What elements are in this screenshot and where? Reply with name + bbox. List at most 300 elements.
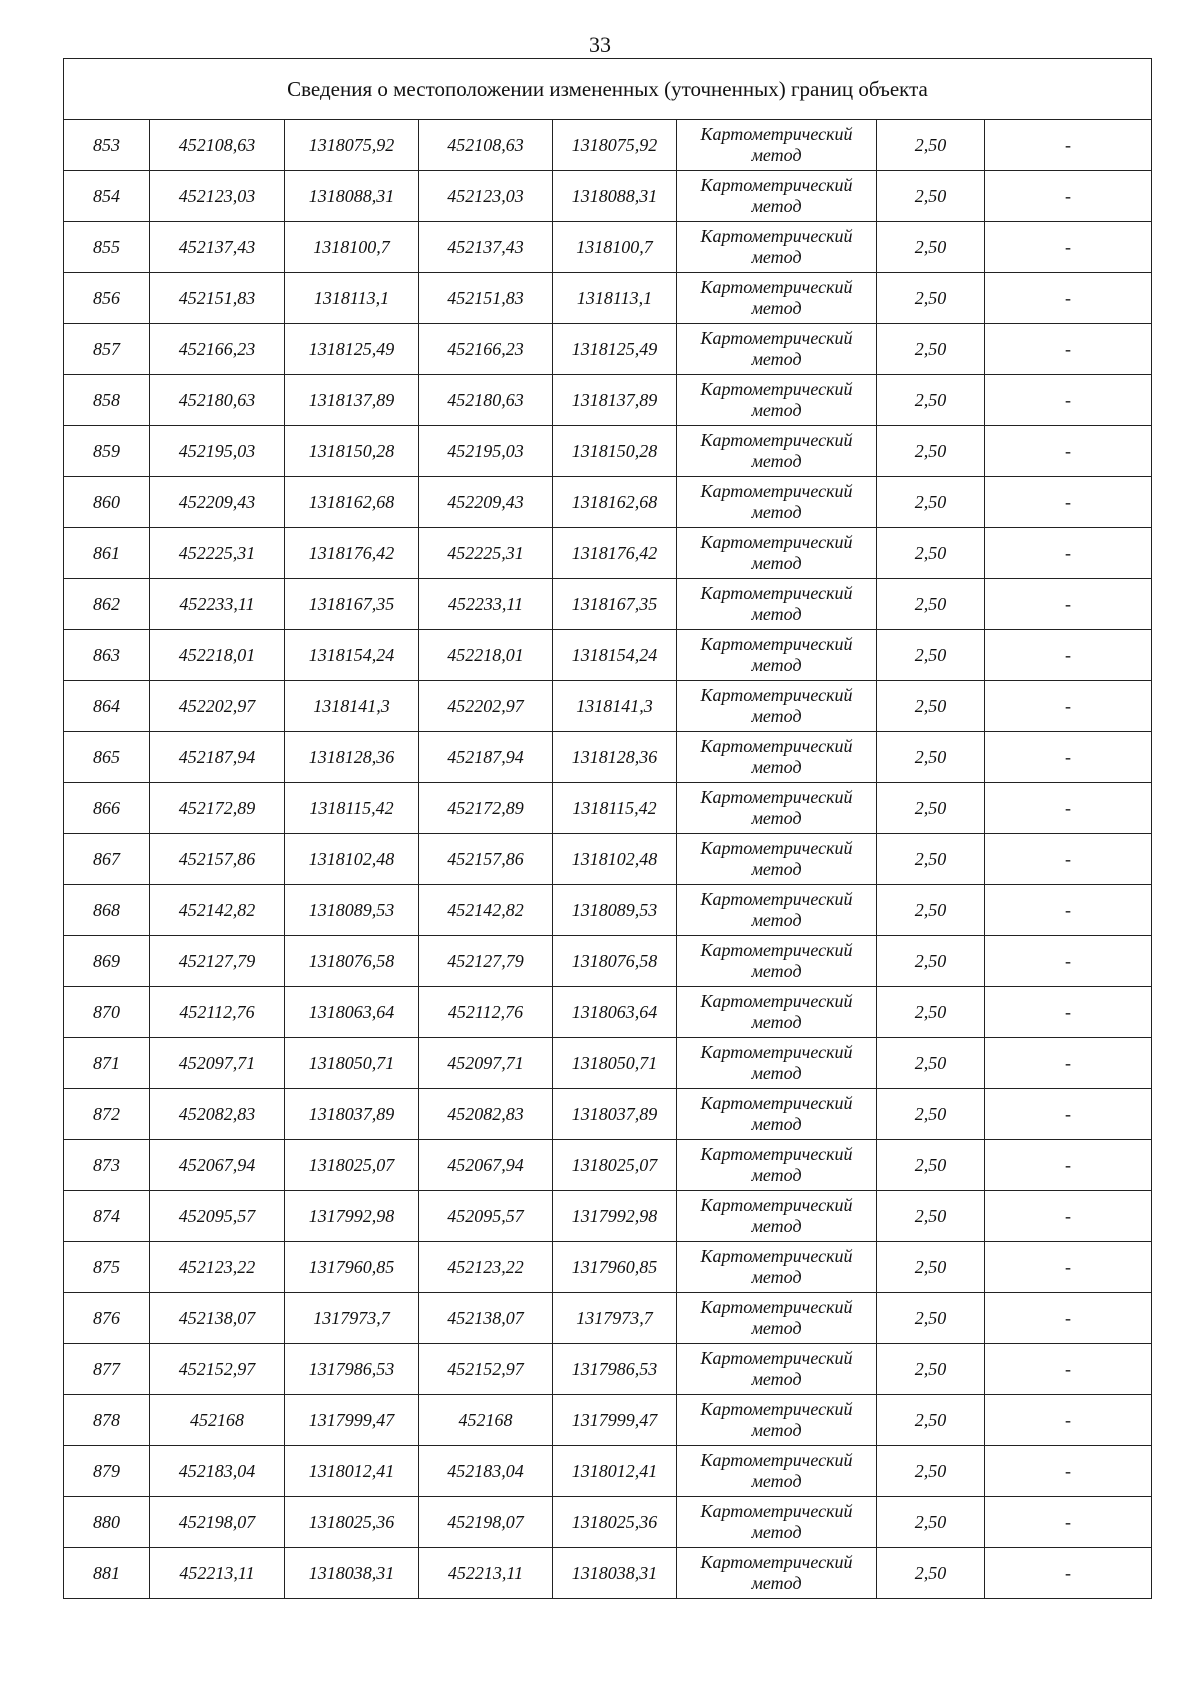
x-refined-cell: 452108,63 <box>419 120 553 171</box>
method-cell <box>677 732 877 783</box>
y-refined-cell: 1318162,68 <box>553 477 677 528</box>
x-existing-cell: 452187,94 <box>150 732 285 783</box>
x-refined-cell: 452233,11 <box>419 579 553 630</box>
y-refined-cell: 1317986,53 <box>553 1344 677 1395</box>
x-existing-cell: 452209,43 <box>150 477 285 528</box>
table-title-row <box>64 59 1152 120</box>
table-row <box>64 1293 1152 1344</box>
note-cell: - <box>985 783 1152 834</box>
method-text: Картометрический <box>700 838 853 858</box>
point-number-cell: 873 <box>64 1140 150 1191</box>
point-number-cell: 865 <box>64 732 150 783</box>
note-cell: - <box>985 273 1152 324</box>
note-cell: - <box>985 375 1152 426</box>
x-refined-cell: 452142,82 <box>419 885 553 936</box>
method-cell <box>677 528 877 579</box>
method-text: метод <box>751 604 802 624</box>
table-row <box>64 324 1152 375</box>
y-existing-cell: 1318154,24 <box>285 630 419 681</box>
table-row <box>64 120 1152 171</box>
point-number-cell: 860 <box>64 477 150 528</box>
method-text: Картометрический <box>700 1042 853 1062</box>
point-number-cell: 879 <box>64 1446 150 1497</box>
note-cell: - <box>985 885 1152 936</box>
y-refined-cell: 1318167,35 <box>553 579 677 630</box>
method-text: Картометрический <box>700 175 853 195</box>
method-text: Картометрический <box>700 1246 853 1266</box>
precision-cell: 2,50 <box>877 579 985 630</box>
method-text: метод <box>751 1471 802 1491</box>
precision-cell: 2,50 <box>877 1242 985 1293</box>
precision-cell: 2,50 <box>877 732 985 783</box>
table-row <box>64 1446 1152 1497</box>
y-existing-cell: 1317973,7 <box>285 1293 419 1344</box>
method-text: метод <box>751 1165 802 1185</box>
x-existing-cell: 452180,63 <box>150 375 285 426</box>
note-cell: - <box>985 120 1152 171</box>
y-refined-cell: 1318063,64 <box>553 987 677 1038</box>
note-cell: - <box>985 630 1152 681</box>
note-cell: - <box>985 1497 1152 1548</box>
method-text: метод <box>751 910 802 930</box>
precision-cell: 2,50 <box>877 171 985 222</box>
y-refined-cell: 1318100,7 <box>553 222 677 273</box>
precision-cell: 2,50 <box>877 528 985 579</box>
y-refined-cell: 1318025,36 <box>553 1497 677 1548</box>
x-existing-cell: 452142,82 <box>150 885 285 936</box>
y-refined-cell: 1318115,42 <box>553 783 677 834</box>
table-row <box>64 987 1152 1038</box>
point-number-cell: 871 <box>64 1038 150 1089</box>
x-existing-cell: 452127,79 <box>150 936 285 987</box>
method-cell <box>677 1089 877 1140</box>
method-text: метод <box>751 1114 802 1134</box>
point-number-cell: 855 <box>64 222 150 273</box>
precision-cell: 2,50 <box>877 936 985 987</box>
precision-cell: 2,50 <box>877 1293 985 1344</box>
method-cell <box>677 834 877 885</box>
x-refined-cell: 452187,94 <box>419 732 553 783</box>
point-number-cell: 861 <box>64 528 150 579</box>
point-number-cell: 880 <box>64 1497 150 1548</box>
y-refined-cell: 1317999,47 <box>553 1395 677 1446</box>
y-refined-cell: 1318088,31 <box>553 171 677 222</box>
note-cell: - <box>985 222 1152 273</box>
table-row <box>64 426 1152 477</box>
point-number-cell: 859 <box>64 426 150 477</box>
method-text: метод <box>751 451 802 471</box>
x-refined-cell: 452138,07 <box>419 1293 553 1344</box>
method-text: метод <box>751 1012 802 1032</box>
x-refined-cell: 452198,07 <box>419 1497 553 1548</box>
method-cell <box>677 1395 877 1446</box>
x-existing-cell: 452218,01 <box>150 630 285 681</box>
note-cell: - <box>985 528 1152 579</box>
point-number-cell: 866 <box>64 783 150 834</box>
table-row <box>64 222 1152 273</box>
x-refined-cell: 452095,57 <box>419 1191 553 1242</box>
method-cell <box>677 273 877 324</box>
method-text: метод <box>751 655 802 675</box>
method-text: Картометрический <box>700 583 853 603</box>
table-row <box>64 1038 1152 1089</box>
note-cell: - <box>985 477 1152 528</box>
table-row <box>64 834 1152 885</box>
method-cell <box>677 579 877 630</box>
method-text: Картометрический <box>700 481 853 501</box>
precision-cell: 2,50 <box>877 1038 985 1089</box>
point-number-cell: 877 <box>64 1344 150 1395</box>
precision-cell: 2,50 <box>877 987 985 1038</box>
y-refined-cell: 1318150,28 <box>553 426 677 477</box>
method-cell <box>677 1548 877 1599</box>
x-existing-cell: 452123,03 <box>150 171 285 222</box>
y-refined-cell: 1318113,1 <box>553 273 677 324</box>
x-existing-cell: 452168 <box>150 1395 285 1446</box>
note-cell: - <box>985 681 1152 732</box>
x-refined-cell: 452209,43 <box>419 477 553 528</box>
method-cell <box>677 375 877 426</box>
x-refined-cell: 452183,04 <box>419 1446 553 1497</box>
method-cell <box>677 222 877 273</box>
point-number-cell: 868 <box>64 885 150 936</box>
y-refined-cell: 1318075,92 <box>553 120 677 171</box>
y-refined-cell: 1318089,53 <box>553 885 677 936</box>
y-refined-cell: 1318137,89 <box>553 375 677 426</box>
y-refined-cell: 1318128,36 <box>553 732 677 783</box>
x-existing-cell: 452166,23 <box>150 324 285 375</box>
method-cell <box>677 1038 877 1089</box>
method-text: метод <box>751 1063 802 1083</box>
note-cell: - <box>985 324 1152 375</box>
y-existing-cell: 1318025,07 <box>285 1140 419 1191</box>
precision-cell: 2,50 <box>877 1140 985 1191</box>
note-cell: - <box>985 936 1152 987</box>
y-refined-cell: 1317973,7 <box>553 1293 677 1344</box>
precision-cell: 2,50 <box>877 1344 985 1395</box>
y-existing-cell: 1318038,31 <box>285 1548 419 1599</box>
precision-cell: 2,50 <box>877 324 985 375</box>
point-number-cell: 856 <box>64 273 150 324</box>
point-number-cell: 869 <box>64 936 150 987</box>
method-cell <box>677 1191 877 1242</box>
method-cell <box>677 1242 877 1293</box>
note-cell: - <box>985 1446 1152 1497</box>
precision-cell: 2,50 <box>877 783 985 834</box>
precision-cell: 2,50 <box>877 1446 985 1497</box>
table-row <box>64 171 1152 222</box>
x-refined-cell: 452157,86 <box>419 834 553 885</box>
method-text: метод <box>751 1267 802 1287</box>
x-existing-cell: 452151,83 <box>150 273 285 324</box>
method-text: метод <box>751 808 802 828</box>
y-existing-cell: 1318102,48 <box>285 834 419 885</box>
note-cell: - <box>985 834 1152 885</box>
y-existing-cell: 1318076,58 <box>285 936 419 987</box>
method-text: метод <box>751 706 802 726</box>
method-text: Картометрический <box>700 1450 853 1470</box>
method-cell <box>677 477 877 528</box>
table-row <box>64 681 1152 732</box>
method-cell <box>677 1344 877 1395</box>
table-row <box>64 1395 1152 1446</box>
x-refined-cell: 452225,31 <box>419 528 553 579</box>
precision-cell: 2,50 <box>877 834 985 885</box>
table-row <box>64 1140 1152 1191</box>
y-existing-cell: 1317986,53 <box>285 1344 419 1395</box>
method-text: Картометрический <box>700 328 853 348</box>
precision-cell: 2,50 <box>877 1089 985 1140</box>
method-cell <box>677 426 877 477</box>
method-cell <box>677 936 877 987</box>
precision-cell: 2,50 <box>877 885 985 936</box>
note-cell: - <box>985 1191 1152 1242</box>
table-row <box>64 783 1152 834</box>
method-text: метод <box>751 400 802 420</box>
x-existing-cell: 452082,83 <box>150 1089 285 1140</box>
precision-cell: 2,50 <box>877 273 985 324</box>
table-row <box>64 528 1152 579</box>
table-row <box>64 1089 1152 1140</box>
method-text: Картометрический <box>700 430 853 450</box>
method-text: Картометрический <box>700 889 853 909</box>
method-text: Картометрический <box>700 1348 853 1368</box>
y-existing-cell: 1318125,49 <box>285 324 419 375</box>
method-text: Картометрический <box>700 1144 853 1164</box>
note-cell: - <box>985 732 1152 783</box>
y-existing-cell: 1318037,89 <box>285 1089 419 1140</box>
method-text: Картометрический <box>700 226 853 246</box>
y-refined-cell: 1318037,89 <box>553 1089 677 1140</box>
method-cell <box>677 783 877 834</box>
point-number-cell: 867 <box>64 834 150 885</box>
x-refined-cell: 452195,03 <box>419 426 553 477</box>
precision-cell: 2,50 <box>877 120 985 171</box>
point-number-cell: 854 <box>64 171 150 222</box>
precision-cell: 2,50 <box>877 1191 985 1242</box>
method-text: метод <box>751 859 802 879</box>
x-existing-cell: 452225,31 <box>150 528 285 579</box>
x-refined-cell: 452172,89 <box>419 783 553 834</box>
y-refined-cell: 1317960,85 <box>553 1242 677 1293</box>
y-refined-cell: 1318141,3 <box>553 681 677 732</box>
y-existing-cell: 1318137,89 <box>285 375 419 426</box>
precision-cell: 2,50 <box>877 1548 985 1599</box>
point-number-cell: 862 <box>64 579 150 630</box>
x-existing-cell: 452138,07 <box>150 1293 285 1344</box>
y-existing-cell: 1318100,7 <box>285 222 419 273</box>
table-row <box>64 732 1152 783</box>
method-text: метод <box>751 1420 802 1440</box>
y-existing-cell: 1318012,41 <box>285 1446 419 1497</box>
x-existing-cell: 452233,11 <box>150 579 285 630</box>
point-number-cell: 878 <box>64 1395 150 1446</box>
table-row <box>64 630 1152 681</box>
method-text: Картометрический <box>700 1195 853 1215</box>
precision-cell: 2,50 <box>877 681 985 732</box>
method-cell <box>677 885 877 936</box>
method-text: Картометрический <box>700 940 853 960</box>
y-existing-cell: 1318128,36 <box>285 732 419 783</box>
y-existing-cell: 1317992,98 <box>285 1191 419 1242</box>
page-number: 33 <box>589 32 611 57</box>
y-refined-cell: 1318012,41 <box>553 1446 677 1497</box>
note-cell: - <box>985 1140 1152 1191</box>
note-cell: - <box>985 1548 1152 1599</box>
x-existing-cell: 452123,22 <box>150 1242 285 1293</box>
y-refined-cell: 1318050,71 <box>553 1038 677 1089</box>
x-refined-cell: 452166,23 <box>419 324 553 375</box>
point-number-cell: 858 <box>64 375 150 426</box>
method-text: метод <box>751 961 802 981</box>
table-row <box>64 273 1152 324</box>
precision-cell: 2,50 <box>877 426 985 477</box>
method-text: метод <box>751 298 802 318</box>
x-existing-cell: 452108,63 <box>150 120 285 171</box>
x-refined-cell: 452152,97 <box>419 1344 553 1395</box>
x-existing-cell: 452112,76 <box>150 987 285 1038</box>
y-refined-cell: 1318076,58 <box>553 936 677 987</box>
x-existing-cell: 452213,11 <box>150 1548 285 1599</box>
table-row <box>64 936 1152 987</box>
method-text: Картометрический <box>700 1093 853 1113</box>
method-text: Картометрический <box>700 379 853 399</box>
note-cell: - <box>985 426 1152 477</box>
point-number-cell: 857 <box>64 324 150 375</box>
x-existing-cell: 452172,89 <box>150 783 285 834</box>
note-cell: - <box>985 1395 1152 1446</box>
method-text: метод <box>751 196 802 216</box>
x-refined-cell: 452202,97 <box>419 681 553 732</box>
y-existing-cell: 1318113,1 <box>285 273 419 324</box>
precision-cell: 2,50 <box>877 477 985 528</box>
method-text: Картометрический <box>700 1399 853 1419</box>
x-refined-cell: 452180,63 <box>419 375 553 426</box>
x-existing-cell: 452152,97 <box>150 1344 285 1395</box>
precision-cell: 2,50 <box>877 1395 985 1446</box>
y-refined-cell: 1318125,49 <box>553 324 677 375</box>
precision-cell: 2,50 <box>877 1497 985 1548</box>
point-number-cell: 872 <box>64 1089 150 1140</box>
method-text: метод <box>751 1318 802 1338</box>
y-existing-cell: 1318089,53 <box>285 885 419 936</box>
method-cell <box>677 681 877 732</box>
point-number-cell: 876 <box>64 1293 150 1344</box>
y-existing-cell: 1318141,3 <box>285 681 419 732</box>
y-existing-cell: 1318088,31 <box>285 171 419 222</box>
note-cell: - <box>985 1242 1152 1293</box>
point-number-cell: 853 <box>64 120 150 171</box>
precision-cell: 2,50 <box>877 630 985 681</box>
table-row <box>64 477 1152 528</box>
method-text: Картометрический <box>700 634 853 654</box>
y-refined-cell: 1317992,98 <box>553 1191 677 1242</box>
method-cell <box>677 171 877 222</box>
method-cell <box>677 630 877 681</box>
x-refined-cell: 452112,76 <box>419 987 553 1038</box>
x-refined-cell: 452097,71 <box>419 1038 553 1089</box>
precision-cell: 2,50 <box>877 222 985 273</box>
precision-cell: 2,50 <box>877 375 985 426</box>
x-refined-cell: 452213,11 <box>419 1548 553 1599</box>
note-cell: - <box>985 1038 1152 1089</box>
method-text: метод <box>751 1216 802 1236</box>
note-cell: - <box>985 987 1152 1038</box>
x-existing-cell: 452137,43 <box>150 222 285 273</box>
method-text: Картометрический <box>700 124 853 144</box>
method-text: Картометрический <box>700 1297 853 1317</box>
y-refined-cell: 1318025,07 <box>553 1140 677 1191</box>
method-text: метод <box>751 1573 802 1593</box>
x-refined-cell: 452127,79 <box>419 936 553 987</box>
note-cell: - <box>985 171 1152 222</box>
y-existing-cell: 1318150,28 <box>285 426 419 477</box>
method-text: метод <box>751 502 802 522</box>
method-cell <box>677 1140 877 1191</box>
coordinates-table <box>63 58 1152 1599</box>
method-text: Картометрический <box>700 277 853 297</box>
y-existing-cell: 1318075,92 <box>285 120 419 171</box>
note-cell: - <box>985 1293 1152 1344</box>
table-row <box>64 885 1152 936</box>
table-body <box>64 59 1152 1599</box>
x-refined-cell: 452123,22 <box>419 1242 553 1293</box>
method-text: Картометрический <box>700 787 853 807</box>
table-title: Сведения о местоположении измененных (уточненных) границ объекта <box>64 59 1152 120</box>
x-existing-cell: 452157,86 <box>150 834 285 885</box>
method-text: метод <box>751 1522 802 1542</box>
method-cell <box>677 1497 877 1548</box>
point-number-cell: 875 <box>64 1242 150 1293</box>
y-refined-cell: 1318038,31 <box>553 1548 677 1599</box>
note-cell: - <box>985 579 1152 630</box>
method-text: Картометрический <box>700 736 853 756</box>
x-existing-cell: 452095,57 <box>150 1191 285 1242</box>
method-cell <box>677 1293 877 1344</box>
x-existing-cell: 452183,04 <box>150 1446 285 1497</box>
method-cell <box>677 1446 877 1497</box>
x-refined-cell: 452067,94 <box>419 1140 553 1191</box>
method-text: метод <box>751 145 802 165</box>
x-existing-cell: 452202,97 <box>150 681 285 732</box>
y-existing-cell: 1318162,68 <box>285 477 419 528</box>
method-text: метод <box>751 553 802 573</box>
y-existing-cell: 1318167,35 <box>285 579 419 630</box>
y-existing-cell: 1318050,71 <box>285 1038 419 1089</box>
table-row <box>64 1242 1152 1293</box>
table-row <box>64 1548 1152 1599</box>
y-existing-cell: 1318063,64 <box>285 987 419 1038</box>
x-existing-cell: 452195,03 <box>150 426 285 477</box>
x-existing-cell: 452198,07 <box>150 1497 285 1548</box>
table-row <box>64 1191 1152 1242</box>
point-number-cell: 881 <box>64 1548 150 1599</box>
method-text: метод <box>751 349 802 369</box>
x-existing-cell: 452097,71 <box>150 1038 285 1089</box>
table-row <box>64 579 1152 630</box>
x-refined-cell: 452218,01 <box>419 630 553 681</box>
y-existing-cell: 1318115,42 <box>285 783 419 834</box>
table-row <box>64 1497 1152 1548</box>
y-existing-cell: 1317960,85 <box>285 1242 419 1293</box>
x-existing-cell: 452067,94 <box>150 1140 285 1191</box>
method-text: метод <box>751 757 802 777</box>
point-number-cell: 870 <box>64 987 150 1038</box>
method-text: Картометрический <box>700 1552 853 1572</box>
method-text: Картометрический <box>700 685 853 705</box>
method-text: метод <box>751 1369 802 1389</box>
method-cell <box>677 120 877 171</box>
